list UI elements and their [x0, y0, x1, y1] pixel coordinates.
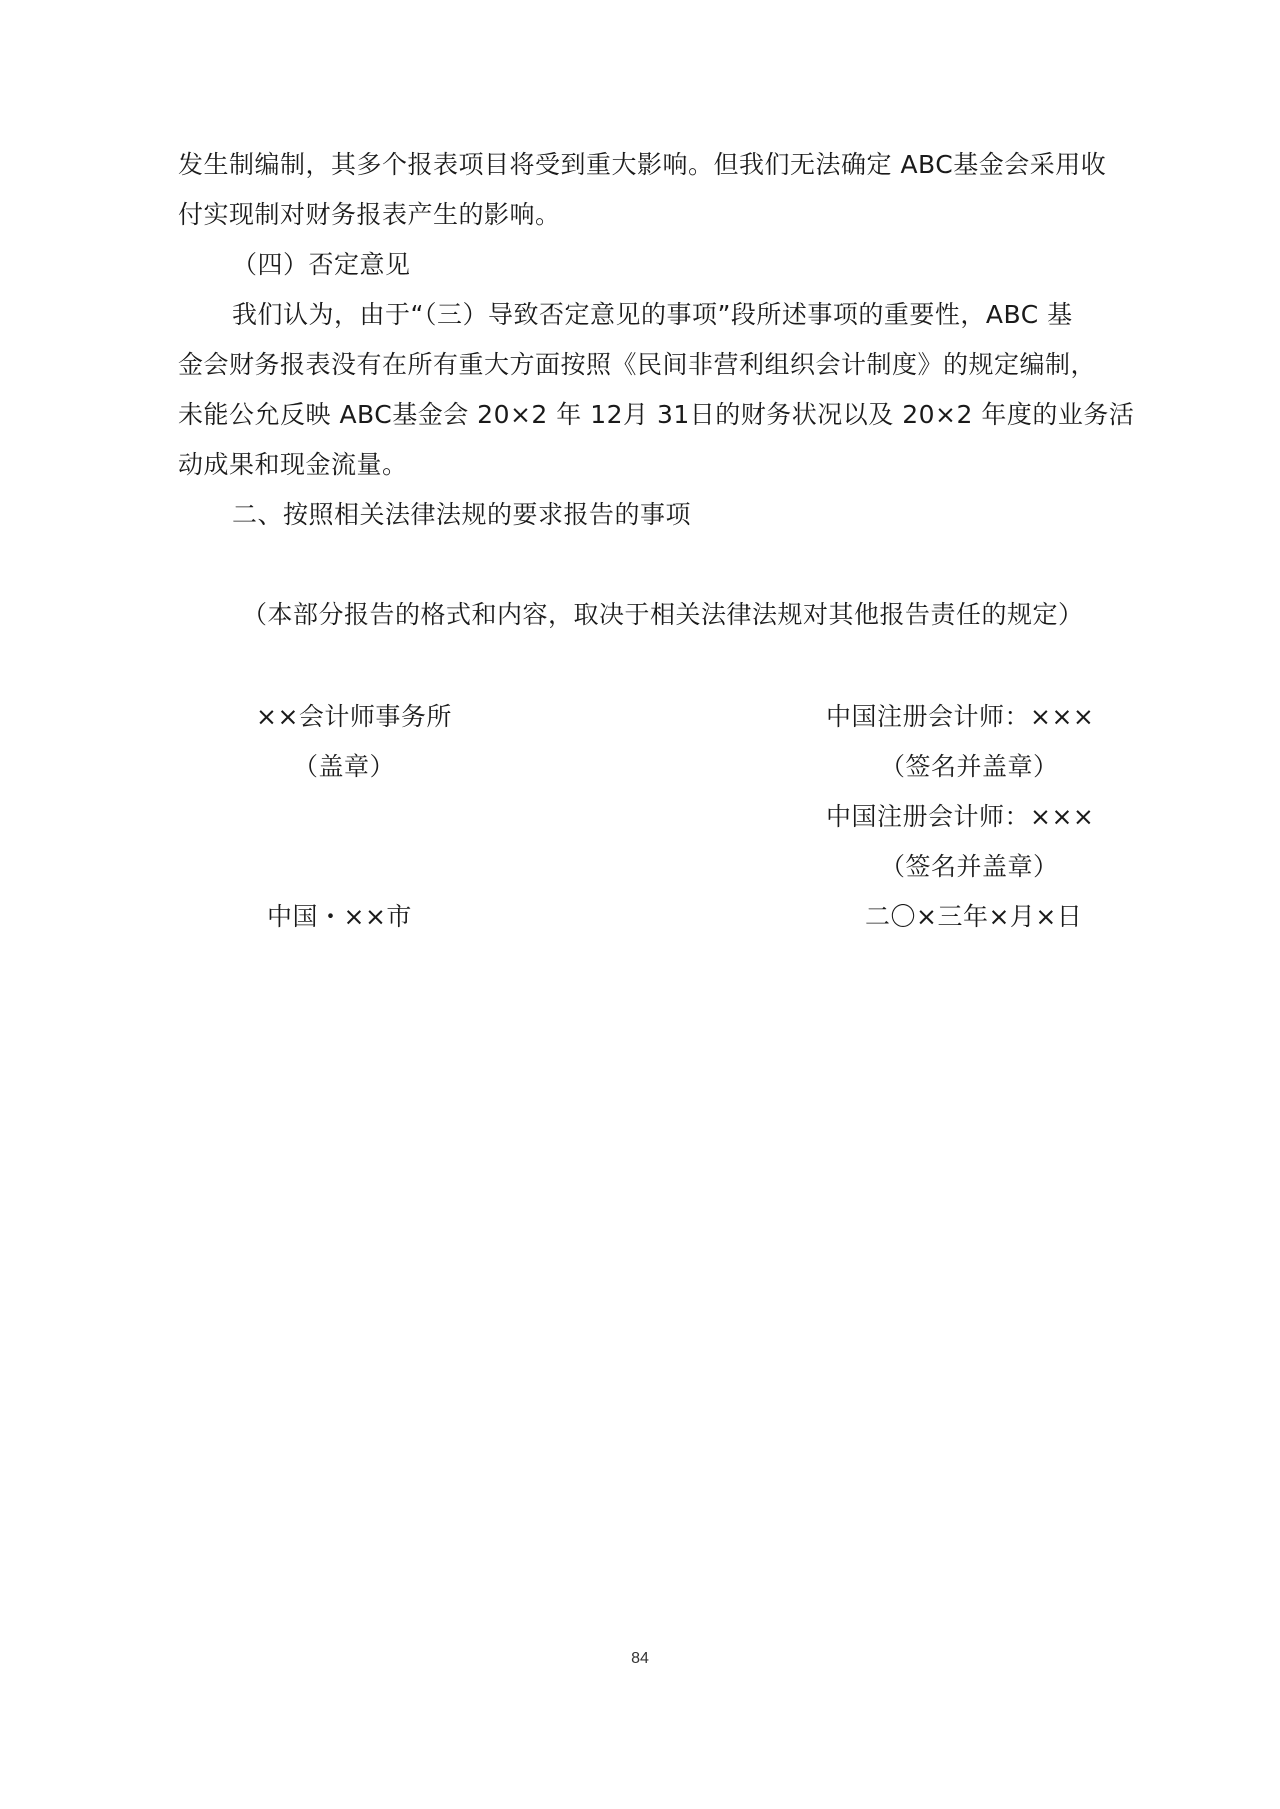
cpa-1-label: 中国注册会计师：××× — [826, 702, 1095, 731]
report-date: 二〇×三年×月×日 — [865, 902, 1083, 931]
paragraph-continuation-line-2: 付实现制对财务报表产生的影响。 — [178, 200, 561, 229]
page-number: 84 — [631, 1650, 649, 1667]
adverse-opinion-line-4: 动成果和现金流量。 — [178, 450, 408, 479]
adverse-opinion-line-3: 未能公允反映 ABC基金会 20×2 年 12月 31日的财务状况以及 20×2 年度的业务活 — [178, 400, 1135, 429]
section-four-heading: （四）否定意见 — [232, 250, 411, 279]
firm-seal: （盖章） — [293, 752, 396, 781]
section-two-heading: 二、按照相关法律法规的要求报告的事项 — [232, 500, 692, 529]
cpa-2-label: 中国注册会计师：××× — [826, 802, 1095, 831]
location: 中国・××市 — [267, 902, 412, 931]
adverse-opinion-line-2: 金会财务报表没有在所有重大方面按照《民间非营利组织会计制度》的规定编制， — [178, 350, 1097, 379]
firm-name: ××会计师事务所 — [256, 702, 452, 731]
cpa-1-sign: （签名并盖章） — [880, 752, 1059, 781]
adverse-opinion-line-1: 我们认为，由于“（三）导致否定意见的事项”段所述事项的重要性，ABC 基 — [232, 300, 1073, 329]
section-two-note: （本部分报告的格式和内容，取决于相关法律法规对其他报告责任的规定） — [242, 600, 1084, 629]
cpa-2-sign: （签名并盖章） — [880, 852, 1059, 881]
paragraph-continuation-line-1: 发生制编制，其多个报表项目将受到重大影响。但我们无法确定 ABC基金会采用收 — [178, 150, 1107, 179]
